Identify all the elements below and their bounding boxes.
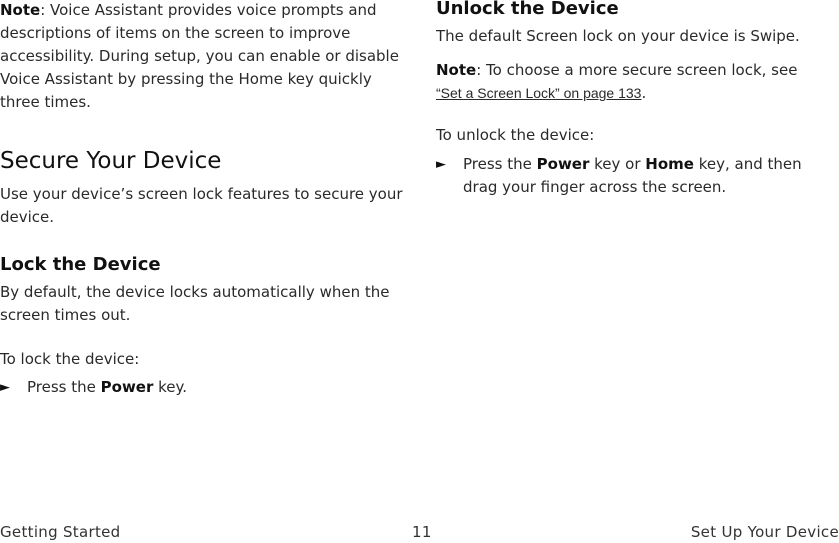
home-key-label: Home [645,155,694,173]
section-title: Secure Your Device [0,148,222,174]
power-key-label: Power [100,378,154,396]
unlock-device-text: The default Screen lock on your device is Swipe. [436,27,800,45]
footer-section-name: Getting Started [0,523,121,541]
footer-page-number: 11 [412,523,432,541]
power-key-label: Power [536,155,590,173]
unlock-step-text: Press the Power key or Home key, and then drag your finger across the screen. [463,155,802,196]
unlock-step [436,153,836,199]
lock-steps-intro: To lock the device: [0,350,140,368]
lock-device-heading: Lock the Device [0,254,161,275]
screen-lock-note: Note: To choose a more secure screen lock, see “Set a Screen Lock” on page 133. [436,61,798,102]
bullet-arrow-icon: ► [0,380,10,395]
lock-step-text: Press the Power key. [27,378,188,396]
voice-assistant-note [0,0,405,114]
bullet-arrow-icon: ► [436,157,446,172]
note-text: : Voice Assistant provides voice prompts and descriptions of items on the screen to improve accessibility. During setup, you can enable or disable Voice Assistant by pressing the Home key quickly three times. [0,1,399,111]
lock-step [0,376,405,399]
unlock-device-heading: Unlock the Device [436,0,619,19]
footer-chapter-name: Set Up Your Device [690,523,839,541]
right-column [436,0,836,199]
lock-device-text: By default, the device locks automatically when the screen times out. [0,283,390,324]
set-screen-lock-link[interactable]: “Set a Screen Lock” on page 133 [436,85,642,101]
note-label: Note [0,1,41,19]
note-text: : To choose a more secure screen lock, see [476,61,798,79]
unlock-steps-intro: To unlock the device: [436,126,595,144]
note-label: Note [436,61,477,79]
section-intro: Use your device’s screen lock features to secure your device. [0,185,403,226]
left-column [0,0,405,399]
